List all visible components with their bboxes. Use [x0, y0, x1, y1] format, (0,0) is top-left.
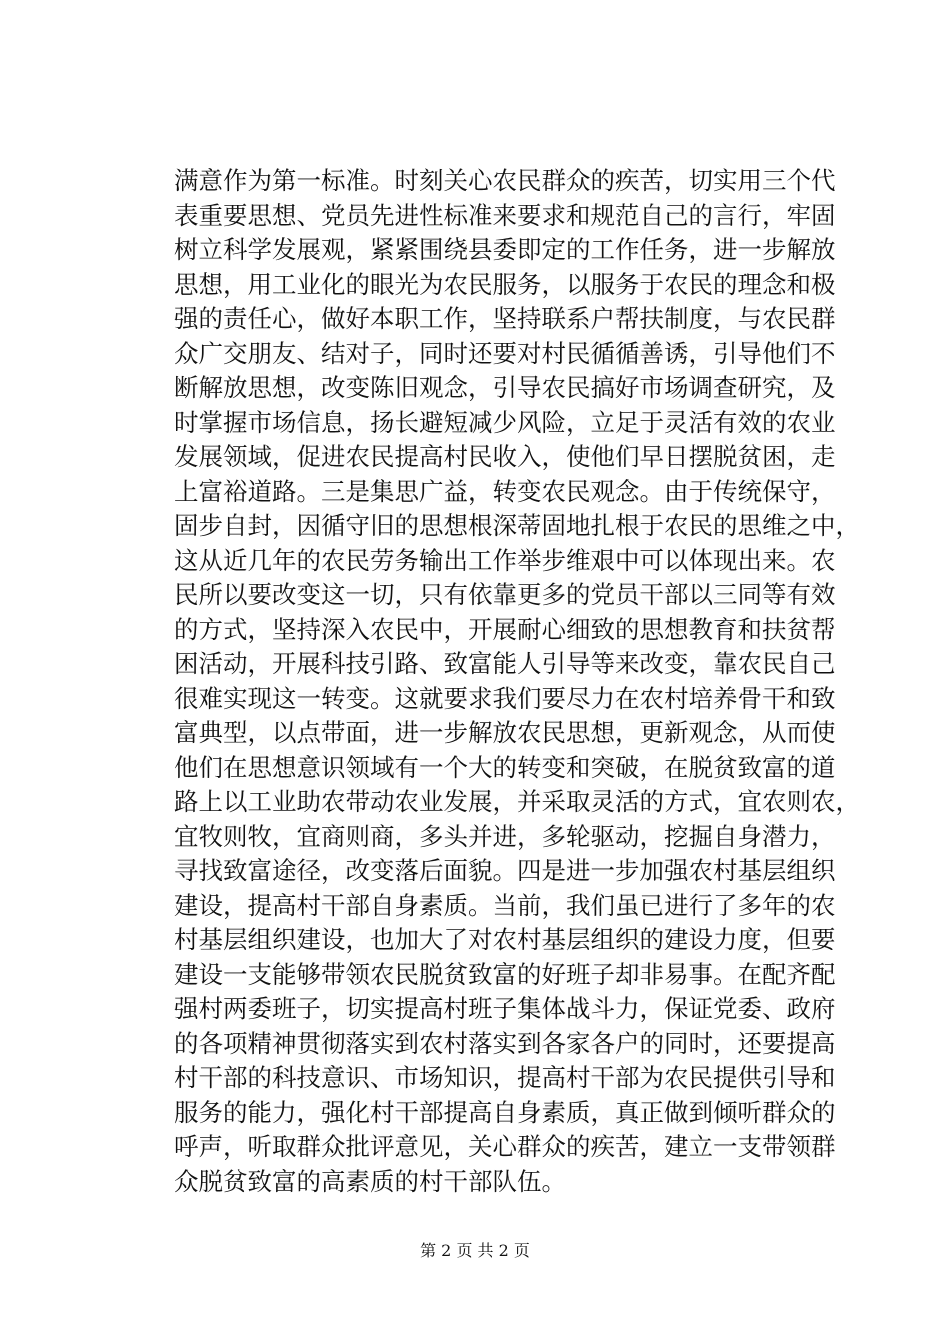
text-line: 富典型，以点带面，进一步解放农民思想，更新观念，从而使 — [174, 718, 836, 747]
text-line: 上富裕道路。三是集思广益，转变农民观念。由于传统保守， — [174, 476, 836, 506]
text-line: 服务的能力，强化村干部提高自身素质，真正做到倾听群众的 — [174, 1097, 836, 1127]
text-line: 困活动，开展科技引路、致富能人引导等来改变，靠农民自己 — [174, 649, 836, 678]
text-line: 发展领域，促进农民提高村民收入，使他们早日摆脱贫困，走 — [174, 442, 836, 471]
text-line: 呼声，听取群众批评意见，关心群众的疾苦，建立一支带领群 — [174, 1132, 836, 1161]
page-number-footer: 第 2 页 共 2 页 — [420, 1241, 530, 1260]
text-line: 强的责任心，做好本职工作，坚持联系户帮扶制度，与农民群 — [174, 304, 836, 333]
text-line: 众脱贫致富的高素质的村干部队伍。 — [174, 1166, 566, 1196]
text-line: 固步自封，因循守旧的思想根深蒂固地扎根于农民的思维之中， — [174, 511, 860, 540]
text-line: 思想，用工业化的眼光为农民服务，以服务于农民的理念和极 — [174, 269, 836, 299]
text-line: 路上以工业助农带动农业发展，并采取灵活的方式，宜农则农， — [174, 787, 860, 816]
text-line: 时掌握市场信息，扬长避短减少风险，立足于灵活有效的农业 — [174, 407, 836, 437]
text-line: 很难实现这一转变。这就要求我们要尽力在农村培养骨干和致 — [174, 683, 836, 713]
text-line: 民所以要改变这一切，只有依靠更多的党员干部以三同等有效 — [174, 580, 836, 609]
text-line: 他们在思想意识领域有一个大的转变和突破，在脱贫致富的道 — [174, 752, 836, 782]
text-line: 满意作为第一标准。时刻关心农民群众的疾苦，切实用三个代 — [174, 166, 836, 195]
text-line: 寻找致富途径，改变落后面貌。四是进一步加强农村基层组织 — [174, 856, 836, 885]
text-line: 树立科学发展观，紧紧围绕县委即定的工作任务，进一步解放 — [174, 235, 836, 264]
body-paragraph — [174, 164, 860, 1199]
text-line: 表重要思想、党员先进性标准来要求和规范自己的言行，牢固 — [174, 200, 836, 230]
text-line: 众广交朋友、结对子，同时还要对村民循循善诱，引导他们不 — [174, 338, 836, 368]
text-line: 村干部的科技意识、市场知识，提高村干部为农民提供引导和 — [174, 1063, 836, 1092]
text-line: 强村两委班子，切实提高村班子集体战斗力，保证党委、政府 — [174, 994, 836, 1023]
text-line: 建设一支能够带领农民脱贫致富的好班子却非易事。在配齐配 — [174, 959, 836, 989]
text-line: 这从近几年的农民劳务输出工作举步维艰中可以体现出来。农 — [174, 545, 836, 575]
text-line: 宜牧则牧，宜商则商，多头并进，多轮驱动，挖掘自身潜力， — [174, 821, 836, 851]
text-line: 建设，提高村干部自身素质。当前，我们虽已进行了多年的农 — [174, 890, 836, 920]
text-line: 断解放思想，改变陈旧观念，引导农民搞好市场调查研究，及 — [174, 373, 836, 402]
text-line: 的方式，坚持深入农民中，开展耐心细致的思想教育和扶贫帮 — [174, 614, 836, 644]
text-line: 的各项精神贯彻落实到农村落实到各家各户的同时，还要提高 — [174, 1028, 836, 1058]
text-line: 村基层组织建设，也加大了对农村基层组织的建设力度，但要 — [174, 925, 836, 954]
